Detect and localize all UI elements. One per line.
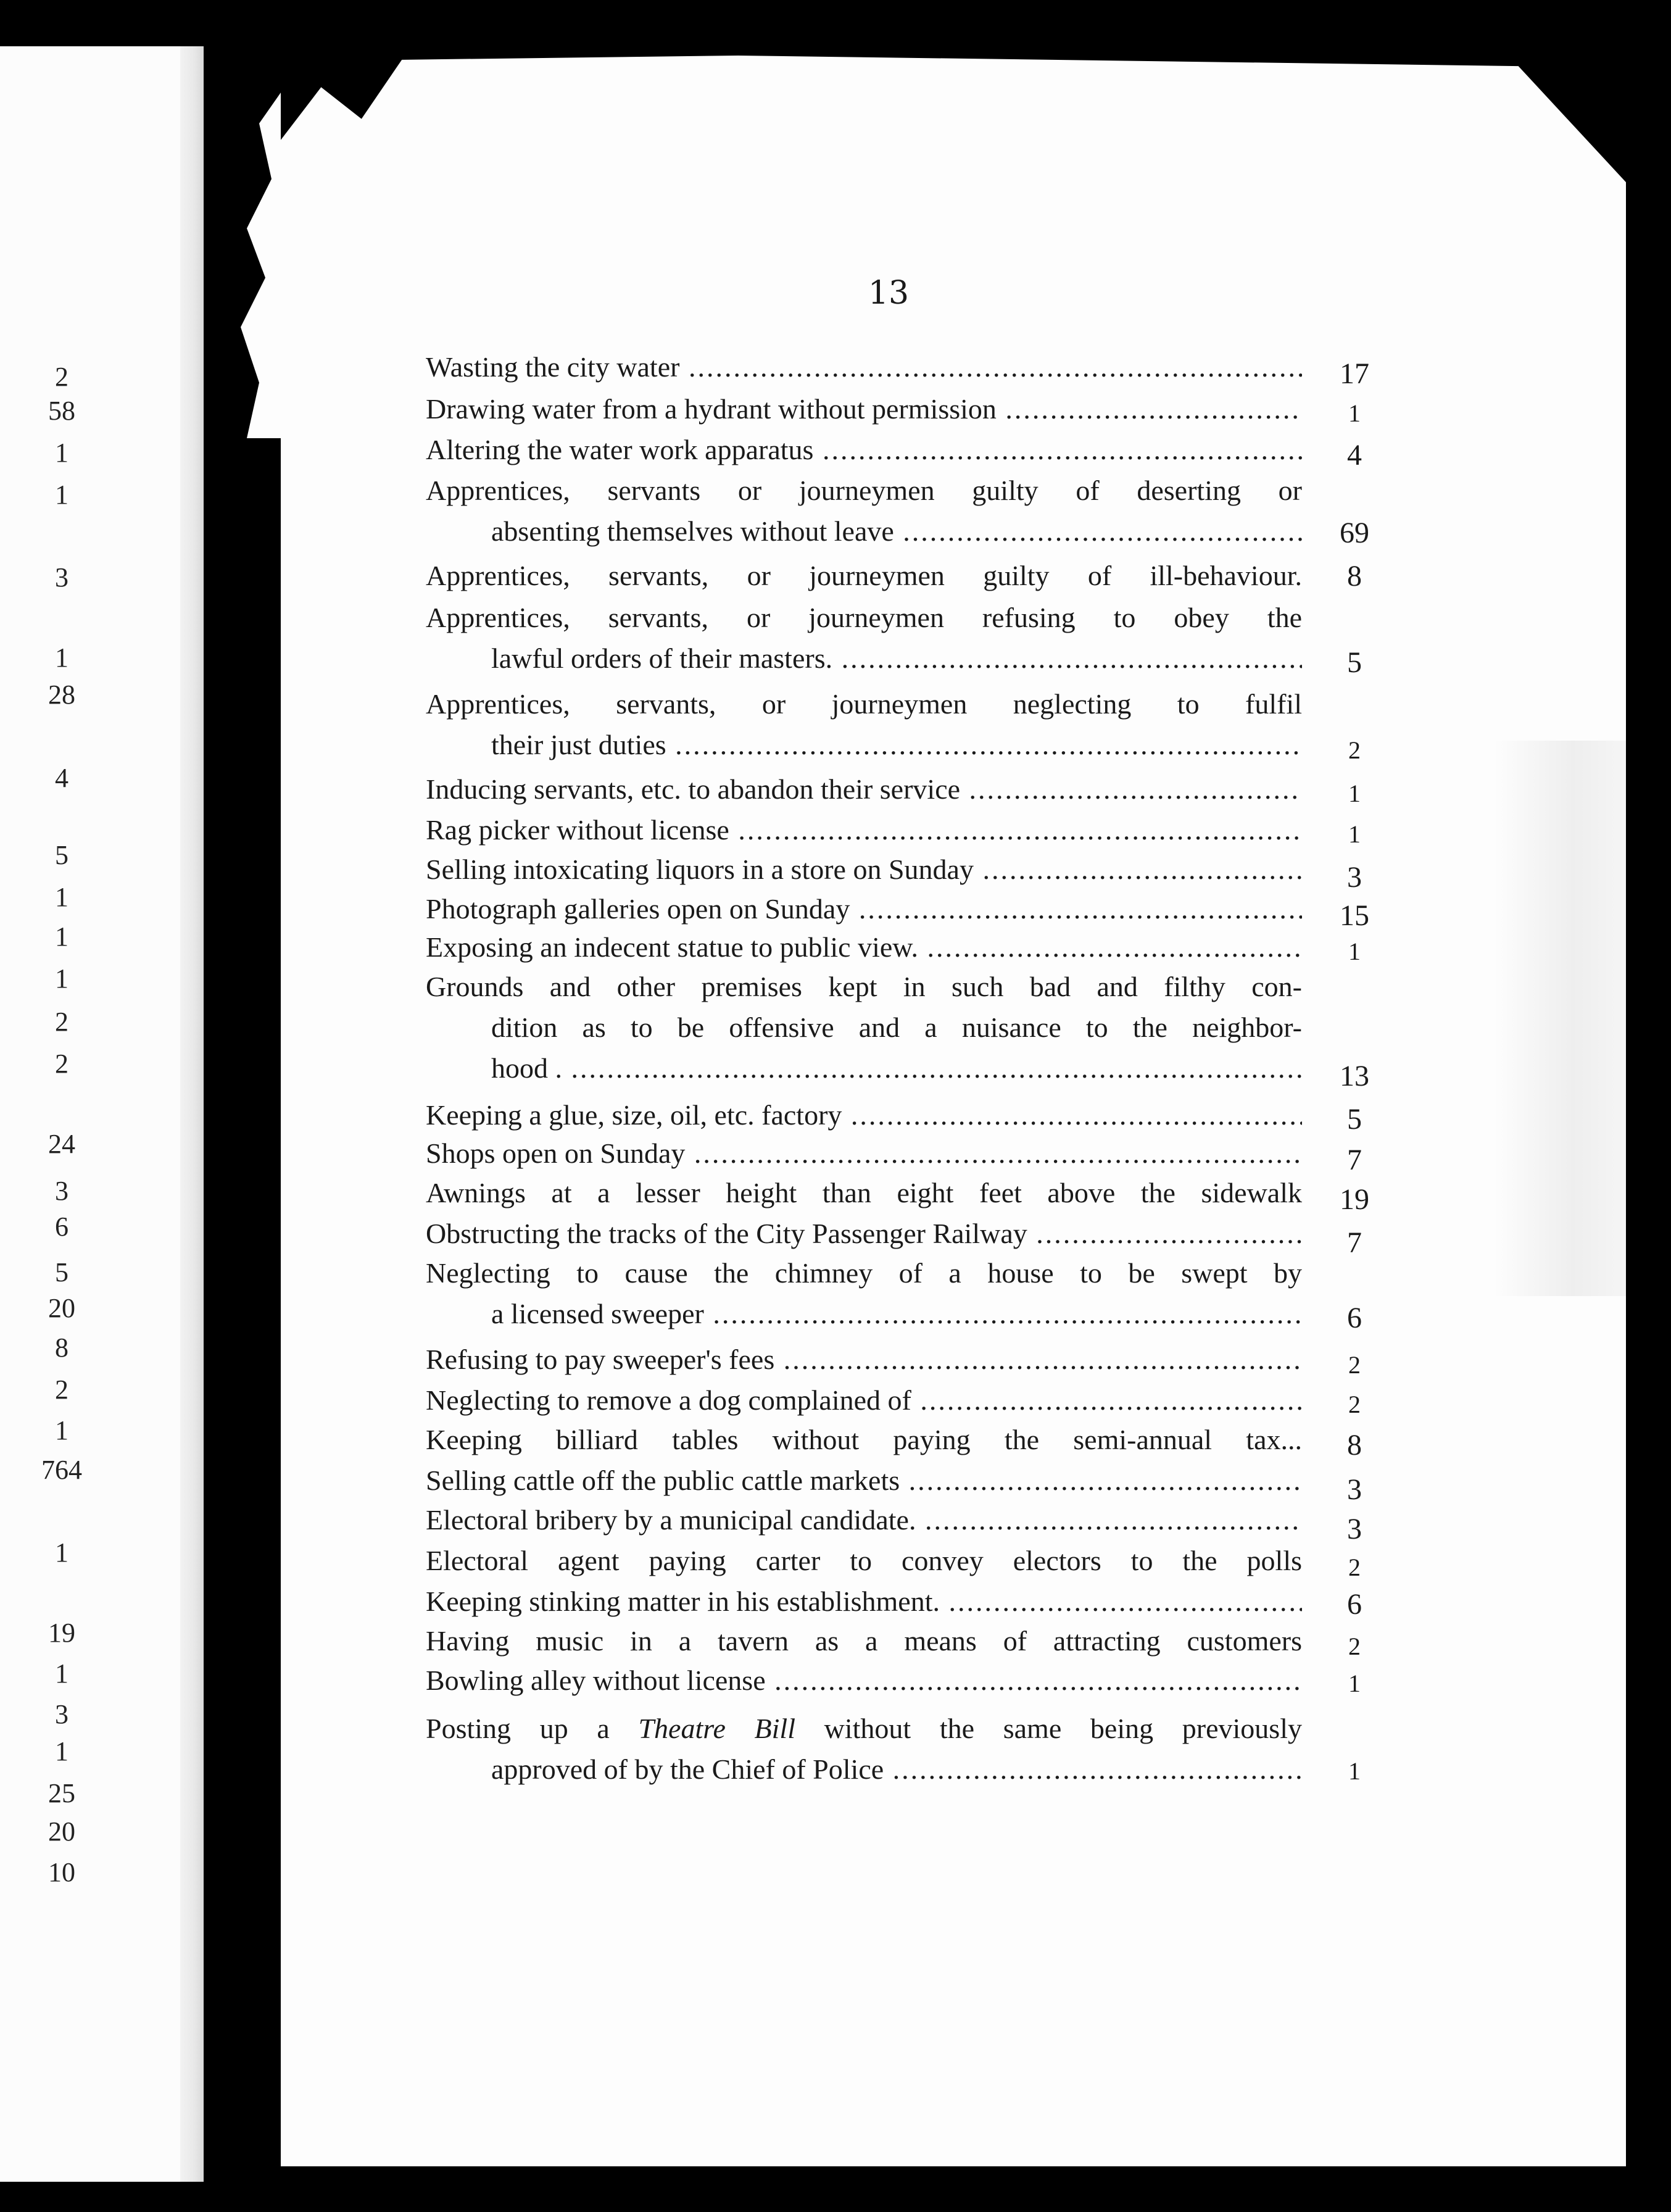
list-item bbox=[426, 1173, 1302, 1213]
entry-count: 2 bbox=[1348, 1553, 1361, 1581]
entry-count: 2 bbox=[1348, 736, 1361, 764]
entry-text-continued: lawful orders of their masters. ..... bbox=[426, 638, 1302, 679]
margin-number: 1 bbox=[55, 1415, 68, 1445]
margin-number: 1 bbox=[55, 921, 68, 952]
margin-number: 2 bbox=[55, 362, 68, 392]
margin-number: 1 bbox=[55, 1658, 68, 1689]
margin-number: 8 bbox=[55, 1333, 68, 1363]
entry-text-continued: absenting themselves without leave ..... bbox=[426, 511, 1302, 552]
margin-number: 5 bbox=[55, 840, 68, 870]
entry-text-continued: approved of by the Chief of Police ..... bbox=[426, 1749, 1302, 1790]
list-item bbox=[426, 1581, 1302, 1622]
entry-count: 1 bbox=[1348, 938, 1361, 965]
entry-text: Bowling alley without license ..... bbox=[426, 1660, 1302, 1701]
entry-text: Altering the water work apparatus ..... bbox=[426, 430, 1302, 470]
list-item bbox=[426, 430, 1302, 470]
page-number: 13 bbox=[868, 275, 910, 312]
entry-count: 1 bbox=[1348, 820, 1361, 848]
entry-count: 2 bbox=[1348, 1632, 1361, 1660]
entry-text-continued: their just duties ..... bbox=[426, 725, 1302, 765]
list-item bbox=[426, 597, 1302, 679]
list-item bbox=[426, 470, 1302, 552]
entry-text-continued: a licensed sweeper ..... bbox=[426, 1294, 1302, 1334]
entry-count: 3 bbox=[1347, 1513, 1362, 1545]
list-item bbox=[426, 1339, 1302, 1380]
list-item bbox=[426, 1621, 1302, 1661]
entry-text: Photograph galleries open on Sunday ..... bbox=[426, 889, 1302, 929]
list-item bbox=[426, 967, 1302, 1089]
list-item bbox=[426, 1540, 1302, 1581]
margin-number: 1 bbox=[55, 480, 68, 510]
entry-text: Neglecting to remove a dog complained of ..... bbox=[426, 1380, 1302, 1421]
list-item bbox=[426, 889, 1302, 929]
margin-number: 2 bbox=[55, 1007, 68, 1037]
margin-number: 764 bbox=[41, 1455, 82, 1485]
margin-number: 19 bbox=[48, 1618, 75, 1648]
list-item bbox=[426, 1133, 1302, 1174]
margin-number: 4 bbox=[55, 763, 68, 793]
entry-text: Keeping stinking matter in his establishment. ..... bbox=[426, 1581, 1302, 1622]
entry-count: 8 bbox=[1347, 1429, 1362, 1462]
list-item bbox=[426, 684, 1302, 765]
entry-text: Selling cattle off the public cattle markets ..... bbox=[426, 1460, 1302, 1501]
margin-number: 24 bbox=[48, 1129, 75, 1159]
margin-number: 1 bbox=[55, 1537, 68, 1568]
list-item bbox=[426, 1380, 1302, 1421]
margin-number: 1 bbox=[55, 642, 68, 673]
entry-count: 1 bbox=[1348, 399, 1361, 427]
entry-text-continued: hood . ..... bbox=[426, 1048, 1302, 1089]
torn-edge-icon bbox=[204, 56, 281, 438]
entry-text: Keeping a glue, size, oil, etc. factory ..... bbox=[426, 1095, 1302, 1136]
list-item bbox=[426, 347, 1302, 388]
list-item bbox=[426, 1660, 1302, 1701]
entry-count: 3 bbox=[1347, 1473, 1362, 1506]
entry-text-part: without the same being previously bbox=[795, 1713, 1302, 1744]
margin-number: 1 bbox=[55, 1736, 68, 1766]
margin-number: 1 bbox=[55, 963, 68, 994]
left-page-fold bbox=[180, 46, 204, 2182]
entry-count: 8 bbox=[1347, 560, 1362, 592]
list-item bbox=[426, 1213, 1302, 1254]
entry-text: Apprentices, servants, or journeymen neglecting to fulfil bbox=[426, 688, 1302, 720]
entry-text: Drawing water from a hydrant without permission ..... bbox=[426, 389, 1302, 430]
entry-text: Apprentices, servants, or journeymen refusing to obey the bbox=[426, 602, 1302, 633]
margin-number: 5 bbox=[55, 1257, 68, 1287]
entry-count: 7 bbox=[1347, 1144, 1362, 1176]
margin-number: 1 bbox=[55, 438, 68, 468]
entry-count: 6 bbox=[1347, 1588, 1362, 1621]
entry-text-part: Posting up a bbox=[426, 1713, 639, 1744]
entry-count: 3 bbox=[1347, 861, 1362, 894]
entry-text-italic: Theatre Bill bbox=[638, 1713, 795, 1744]
list-item bbox=[426, 1420, 1302, 1460]
entry-text: Electoral bribery by a municipal candidate. ..... bbox=[426, 1500, 1302, 1540]
entry-text: Grounds and other premises kept in such bad and filthy con- bbox=[426, 971, 1302, 1002]
list-item bbox=[426, 927, 1302, 968]
entry-text bbox=[426, 1708, 1302, 1749]
margin-number: 3 bbox=[55, 1176, 68, 1206]
entry-text: Inducing servants, etc. to abandon their service ..... bbox=[426, 769, 1302, 810]
list-item bbox=[426, 849, 1302, 890]
list-item bbox=[426, 555, 1302, 596]
entry-text: Selling intoxicating liquors in a store on Sunday ..... bbox=[426, 849, 1302, 890]
list-item bbox=[426, 1460, 1302, 1501]
entry-text: Shops open on Sunday ..... bbox=[426, 1133, 1302, 1174]
margin-number: 3 bbox=[55, 1699, 68, 1729]
margin-number: 2 bbox=[55, 1374, 68, 1405]
entry-text: Electoral agent paying carter to convey electors to the polls bbox=[426, 1545, 1302, 1576]
entry-text: Awnings at a lesser height than eight feet above the sidewalk bbox=[426, 1177, 1302, 1208]
entry-count: 1 bbox=[1348, 1669, 1361, 1697]
entry-text: Apprentices, servants, or journeymen guilty of ill-behaviour. bbox=[426, 560, 1302, 591]
entry-count: 13 bbox=[1340, 1060, 1369, 1092]
entry-count: 2 bbox=[1348, 1351, 1361, 1379]
margin-number: 10 bbox=[48, 1857, 75, 1887]
list-item bbox=[426, 389, 1302, 430]
list-item bbox=[426, 1253, 1302, 1334]
margin-number: 3 bbox=[55, 562, 68, 592]
entry-text: Having music in a tavern as a means of attracting customers bbox=[426, 1625, 1302, 1657]
margin-number: 1 bbox=[55, 882, 68, 912]
margin-number: 6 bbox=[55, 1212, 68, 1242]
list-item bbox=[426, 1095, 1302, 1136]
margin-number: 20 bbox=[48, 1816, 75, 1847]
list-item bbox=[426, 1708, 1302, 1790]
entry-text: Refusing to pay sweeper's fees ..... bbox=[426, 1339, 1302, 1380]
entry-count: 5 bbox=[1347, 1103, 1362, 1136]
entry-text: Apprentices, servants or journeymen guilty of deserting or bbox=[426, 475, 1302, 506]
entry-text: Keeping billiard tables without paying the semi-annual tax... bbox=[426, 1424, 1302, 1455]
entry-count: 2 bbox=[1348, 1391, 1361, 1418]
margin-number: 28 bbox=[48, 680, 75, 710]
entry-count: 19 bbox=[1340, 1183, 1369, 1216]
margin-number: 58 bbox=[48, 396, 75, 426]
margin-number: 25 bbox=[48, 1778, 75, 1808]
entry-count: 1 bbox=[1348, 1757, 1361, 1785]
entry-text: Rag picker without license ..... bbox=[426, 810, 1302, 850]
entry-text: Wasting the city water ..... bbox=[426, 347, 1302, 388]
entry-count: 4 bbox=[1347, 439, 1362, 472]
list-item bbox=[426, 1500, 1302, 1540]
entry-text-continued: dition as to be offensive and a nuisance to the neighbor- bbox=[491, 1012, 1302, 1043]
entry-count: 69 bbox=[1340, 517, 1369, 549]
entry-text: Neglecting to cause the chimney of a house to be swept by bbox=[426, 1257, 1302, 1289]
entry-count: 15 bbox=[1340, 899, 1369, 932]
margin-number: 2 bbox=[55, 1049, 68, 1079]
entry-text: Exposing an indecent statue to public view. ..... bbox=[426, 927, 1302, 968]
margin-number: 20 bbox=[48, 1293, 75, 1323]
page-shadow bbox=[1493, 741, 1626, 1296]
entry-count: 7 bbox=[1347, 1226, 1362, 1259]
entry-count: 6 bbox=[1347, 1302, 1362, 1334]
entry-count: 1 bbox=[1348, 780, 1361, 807]
entry-count: 5 bbox=[1347, 646, 1362, 679]
list-item bbox=[426, 769, 1302, 810]
entry-count: 17 bbox=[1340, 357, 1369, 390]
list-item bbox=[426, 810, 1302, 850]
entry-text: Obstructing the tracks of the City Passenger Railway ..... bbox=[426, 1213, 1302, 1254]
